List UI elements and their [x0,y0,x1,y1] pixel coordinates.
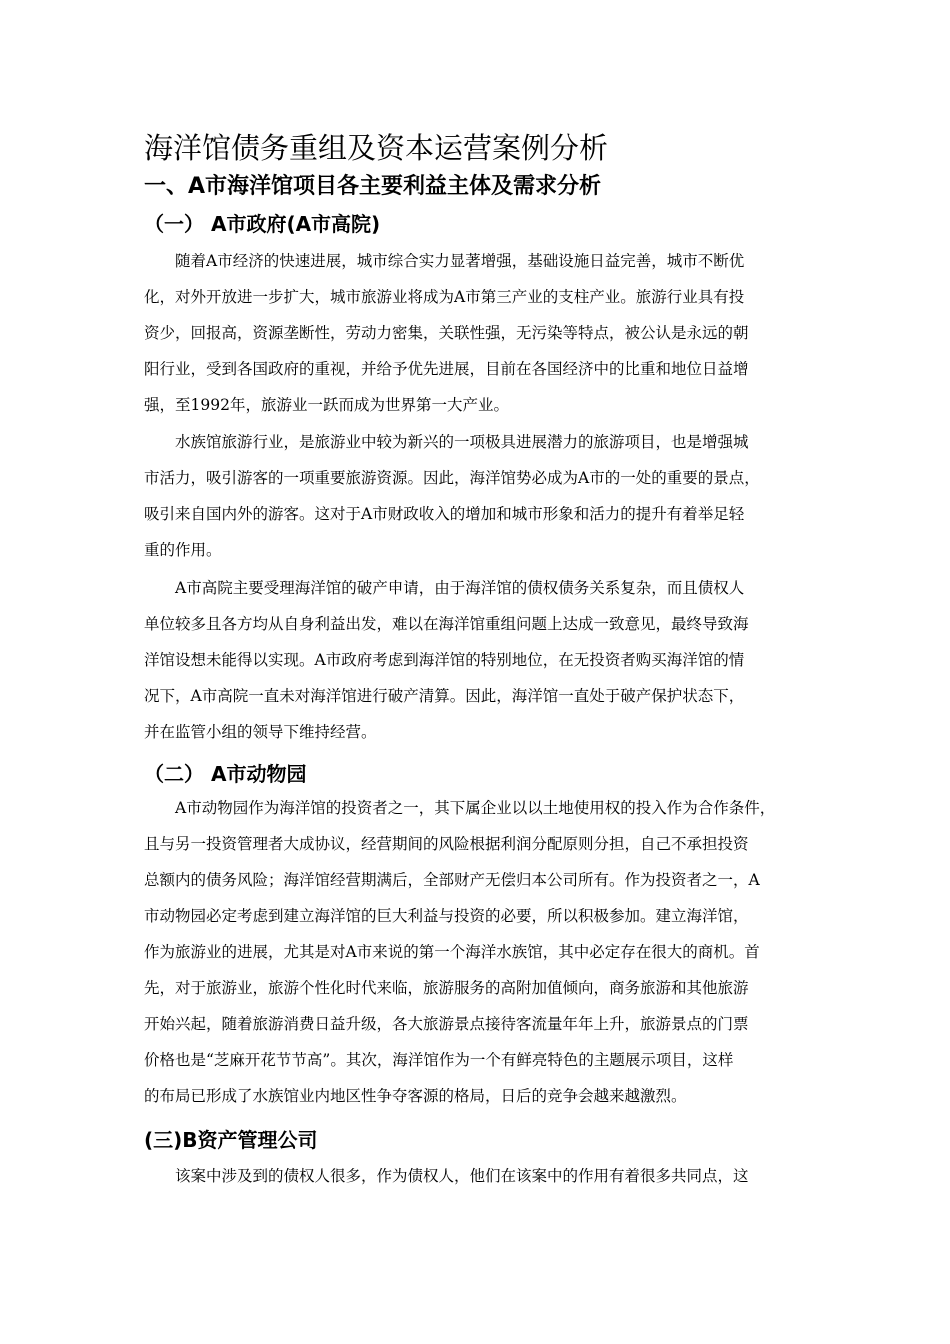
subsection-heading-zoo: （二） A市动物园 [144,762,307,786]
paragraph-government-3 [144,570,819,750]
text-line: 市活力，吸引游客的一项重要旅游资源。因此，海洋馆势必成为A市的一处的重要的景点， [144,469,760,487]
text-line: 化，对外开放进一步扩大，城市旅游业将成为A市第三产业的支柱产业。旅游行业具有投 [144,288,745,306]
text-line: 该案中涉及到的债权人很多，作为债权人，他们在该案中的作用有着很多共同点，这 [175,1167,749,1185]
paragraph-government-1 [144,243,819,423]
text-line: 作为旅游业的进展，尤其是对A市来说的第一个海洋水族馆，其中必定存在很大的商机。首 [144,943,760,961]
text-line: 并在监管小组的领导下维持经营。 [144,723,377,741]
text-line: 开始兴起，随着旅游消费日益升级，各大旅游景点接待客流量年年上升，旅游景点的门票 [144,1015,749,1033]
section-heading-1: 一、A市海洋馆项目各主要利益主体及需求分析 [144,174,602,199]
text-line: 的布局已形成了水族馆业内地区性争夺客源的格局，日后的竞争会越来越激烈。 [144,1087,687,1105]
text-line: 强，至1992年，旅游业一跃而成为世界第一大产业。 [144,396,509,414]
text-line: A市高院主要受理海洋馆的破产申请，由于海洋馆的债权债务关系复杂，而且债权人 [175,579,745,597]
text-line: 市动物园必定考虑到建立海洋馆的巨大利益与投资的必要，所以积极参加。建立海洋馆， [144,907,749,925]
text-line: 先，对于旅游业，旅游个性化时代来临，旅游服务的高附加值倾向，商务旅游和其他旅游 [144,979,749,997]
subsection-heading-asset-management: (三)B资产管理公司 [144,1128,318,1152]
text-line: 吸引来自国内外的游客。这对于A市财政收入的增加和城市形象和活力的提升有着举足轻 [144,505,745,523]
paragraph-government-2 [144,424,819,568]
paragraph-asset-management-1 [144,1158,819,1194]
text-line: 洋馆设想未能得以实现。A市政府考虑到海洋馆的特别地位，在无投资者购买海洋馆的情 [144,651,745,669]
paragraph-zoo-1 [144,790,819,1114]
text-line: 资少，回报高，资源垄断性，劳动力密集，关联性强，无污染等特点，被公认是永远的朝 [144,324,749,342]
text-line: 总额内的债务风险；海洋馆经营期满后，全部财产无偿归本公司所有。作为投资者之一，A [144,871,760,889]
text-line: 况下，A市高院一直未对海洋馆进行破产清算。因此，海洋馆一直处于破产保护状态下， [144,687,745,705]
subsection-heading-government: （一） A市政府(A市高院) [144,212,381,236]
text-line: 且与另一投资管理者大成协议，经营期间的风险根据利润分配原则分担，自己不承担投资 [144,835,749,853]
text-line: 价格也是“芝麻开花节节高”。其次，海洋馆作为一个有鲜亮特色的主题展示项目，这样 [144,1051,734,1069]
text-line: 水族馆旅游行业，是旅游业中较为新兴的一项极具进展潜力的旅游项目，也是增强城 [175,433,749,451]
text-line: 单位较多且各方均从自身利益出发，难以在海洋馆重组问题上达成一致意见，最终导致海 [144,615,749,633]
text-line: 随着A市经济的快速进展，城市综合实力显著增强，基础设施日益完善，城市不断优 [175,252,745,270]
text-line: 阳行业，受到各国政府的重视，并给予优先进展，目前在各国经济中的比重和地位日益增 [144,360,749,378]
document-title: 海洋馆债务重组及资本运营案例分析 [144,131,609,165]
text-line: A市动物园作为海洋馆的投资者之一，其下属企业以以土地使用权的投入作为合作条件， [175,799,776,817]
text-line: 重的作用。 [144,541,222,559]
